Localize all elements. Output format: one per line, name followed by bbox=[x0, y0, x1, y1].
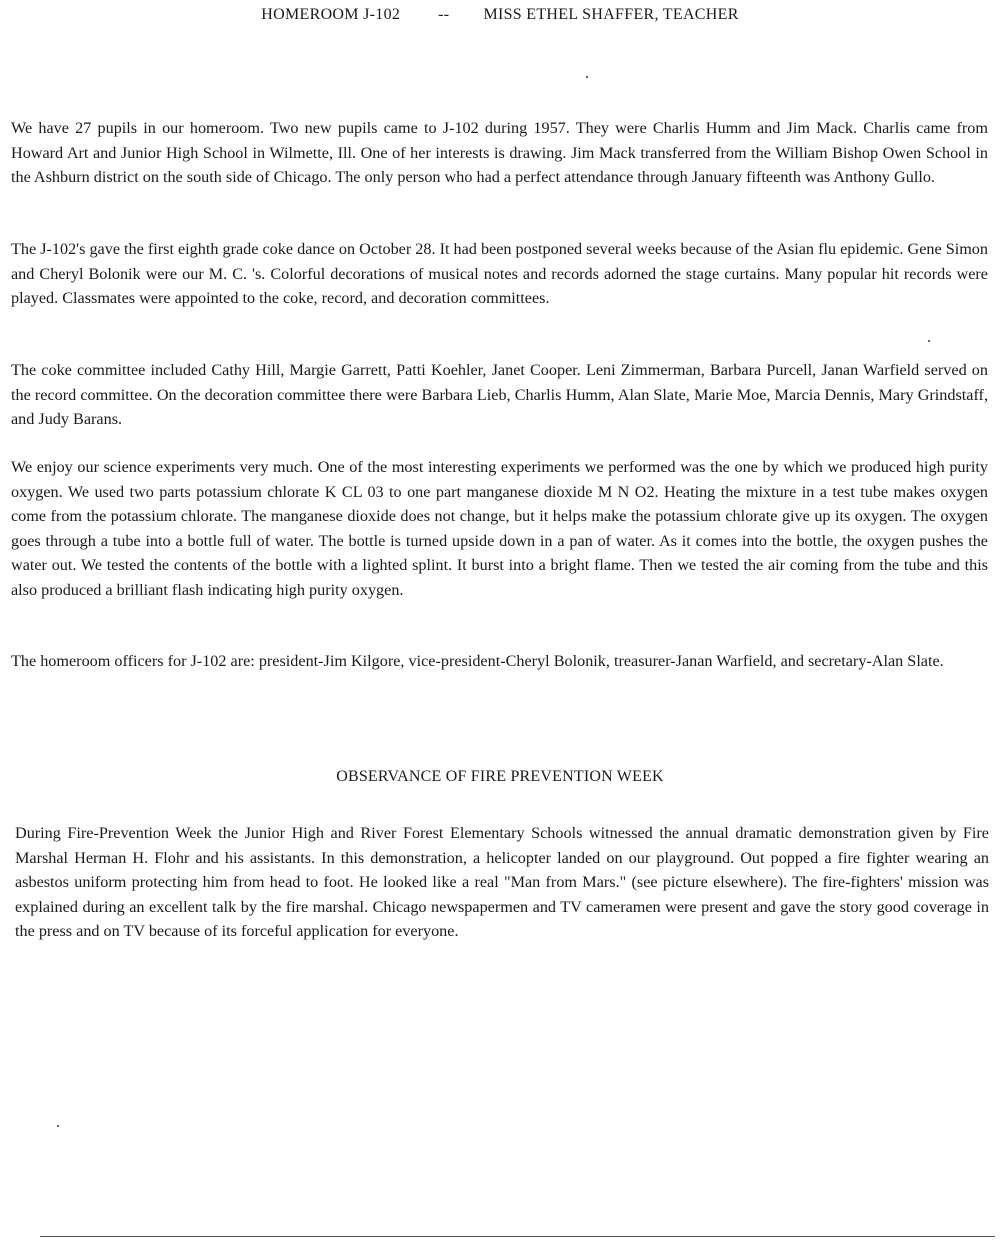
paragraph-homeroom-officers: The homeroom officers for J-102 are: president-Jim Kilgore, vice-president-Cheryl Bolonik, treasurer-Janan Warfield, and secretary-Alan Slate. bbox=[11, 652, 944, 670]
paragraph-committees: The coke committee included Cathy Hill, Margie Garrett, Patti Koehler, Janet Cooper. Leni Zimmerman, Barbara Purcell, Janan Warfield served on the record committee. On the decoration committee there were Barbara Lieb, Charlis Humm, Alan Slate, Marie Moe, Marcia Dennis, Mary Grindstaff, and Judy Barans. bbox=[11, 361, 988, 428]
scan-speck bbox=[928, 340, 930, 342]
paragraph-fire-prevention: During Fire-Prevention Week the Junior High and River Forest Elementary Schools witnessed the annual dramatic demonstration given by Fire Marshal Herman H. Flohr and his assistants. In this demonstration, a helicopter landed on our playground. Out popped a fire fighter wearing an asbestos uniform protecting him from head to foot. He looked like a real "Man from Mars." (see picture elsewhere). The fire-fighters' mission was explained during an excellent talk by the fire marshal. Chicago newspapermen and TV cameramen were present and gave the story good coverage in the press and on TV because of its forceful application for everyone. bbox=[15, 824, 989, 940]
teacher-label: MISS ETHEL SHAFFER, TEACHER bbox=[483, 6, 739, 23]
homeroom-label: HOMEROOM J-102 bbox=[261, 6, 401, 23]
paragraph-science-experiments: We enjoy our science experiments very much. One of the most interesting experiments we performed was the one by which we produced high purity oxygen. We used two parts potassium chlorate K CL 03 to one part manganese dioxide M N O2. Heating the mixture in a test tube makes oxygen come from the potassium chlorate. The manganese dioxide does not change, but it helps make the potassium chlorate give up its oxygen. The oxygen goes through a tube into a bottle full of water. The bottle is turned upside down in a pan of water. As it comes into the bottle, the oxygen pushes the water out. We tested the contents of the bottle with a lighted splint. It burst into a bright flame. Then we tested the air coming from the tube and this also produced a brilliant flash indicating high purity oxygen. bbox=[11, 458, 988, 599]
page-header bbox=[0, 6, 1000, 24]
bottom-rule bbox=[40, 1236, 995, 1237]
paragraph-new-pupils: We have 27 pupils in our homeroom. Two new pupils came to J-102 during 1957. They were Charlis Humm and Jim Mack. Charlis came from Howard Art and Junior High School in Wilmette, Ill. One of her interests is drawing. Jim Mack transferred from the William Bishop Owen School in the Ashburn district on the south side of Chicago. The only person who had a perfect attendance through January fifteenth was Anthony Gullo. bbox=[11, 119, 988, 186]
scan-speck bbox=[57, 1125, 59, 1127]
paragraph-coke-dance: The J-102's gave the first eighth grade coke dance on October 28. It had been postponed several weeks because of the Asian flu epidemic. Gene Simon and Cheryl Bolonik were our M. C. 's. Colorful decorations of musical notes and records adorned the stage curtains. Many popular hit records were played. Classmates were appointed to the coke, record, and decoration committees. bbox=[11, 240, 988, 307]
header-separator: -- bbox=[438, 6, 450, 23]
scan-speck bbox=[586, 76, 588, 78]
section-title-fire-prevention: OBSERVANCE OF FIRE PREVENTION WEEK bbox=[336, 768, 664, 785]
